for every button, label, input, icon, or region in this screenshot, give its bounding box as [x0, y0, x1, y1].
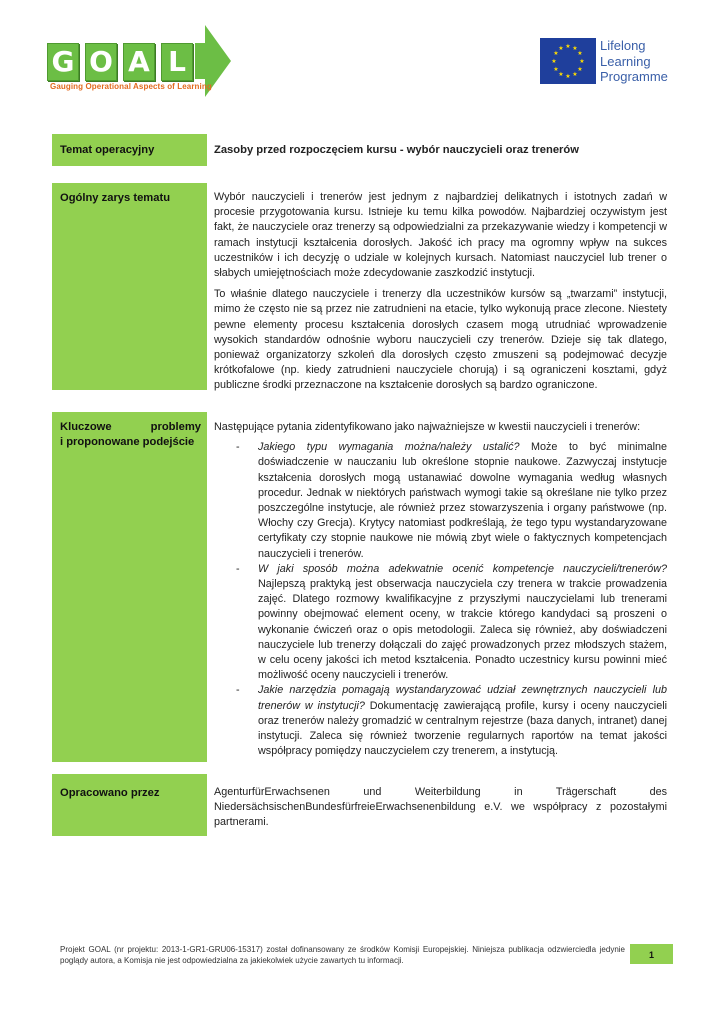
outline-paragraph-2: To właśnie dlatego nauczyciele i trenerzy dla uczestników kursów są „twarzami” instytucji, mimo że często nie są przez nie zatrudnieni na etacie, tylko wykonują prace zlecone. Niestety pewne elementy procesu kształcenia dorosłych czasem mogą utrudniać wprowadzenie wysokich standardów odnośnie wyboru nauczycieli czy trenerów. Dzieje się tak dlatego, ponieważ organizatorzy szkoleń dla dorosłych często zmuszeni są podejmować decyzje krótkofalowe (np. kiedy zatrudnieni nauczyciele chorują) i są ograniczeni kosztami, gdyż publiczne środki przeznaczone na kształcenie dorosłych są bardzo ograniczone.	[214, 288, 667, 392]
svg-text:★: ★	[558, 45, 564, 52]
svg-text:★: ★	[558, 71, 564, 78]
answer-text: Dokumentację zawierającą profile, kursy i oceny nauczycieli oraz trenerów należy gromadzić w centralnym rejestrze (baza danych, intranet) danej instytucji. Zaleca się również tworzenie regularnych raportów na temat jakości współpracy pomiędzy nauczycielem czy trenerem, a instytucją.	[258, 699, 667, 758]
llp-title	[600, 38, 668, 85]
goal-letter-o: O	[85, 43, 117, 81]
page-number: 1	[630, 944, 673, 964]
prepared-label: Opracowano przez	[60, 787, 160, 799]
goal-logo	[45, 25, 230, 97]
prepared-value: AgenturfürErwachsenen und Weiterbildung in Trägerschaft des NiedersächsischenBundesfürfreieErwachsenenbildung e.V. we współpracy z pozostałymi partnerami.	[214, 786, 670, 829]
svg-text:★: ★	[565, 73, 571, 80]
list-item	[214, 562, 667, 684]
topic-label-cell	[52, 134, 207, 166]
goal-letter-a: A	[123, 43, 155, 81]
svg-text:★: ★	[572, 71, 578, 78]
answer-text: Może to być minimalne doświadczenie w nauczaniu lub określone stopnie naukowe. Zazwyczaj instytucje kształcenia dorosłych mogą ustanawiać dowolne wymagania według własnych procedur. Jednak w niektórych państwach wymogi takie są określane nie tylko przez poszczególne instytucje, ale również przez stowarzyszenia i organy państwowe (np. Włochy czy Grecja). Krytycy natomiast podkreślają, że tego typu wystandaryzowane certyfikaty czy stopnie naukowe nie mówią zbyt wiele o faktycznych kompetencjach nauczycieli i trenerów.	[258, 441, 667, 560]
llp-line: Learning	[600, 53, 651, 69]
svg-text:★: ★	[553, 66, 559, 73]
footer-disclaimer: Projekt GOAL (nr projektu: 2013-1-GR1-GRU06-15317) został dofinansowany ze środków Komisji Europejskiej. Niniejsza publikacja odzwierciedla jedynie poglądy autora, a Komisja nie jest odpowiedzialna za jakiekolwiek użycie zawartych tu informacji.	[60, 945, 625, 965]
outline-content	[214, 190, 667, 400]
llp-line: Programme	[600, 69, 668, 84]
goal-letter-g: G	[47, 43, 79, 81]
svg-text:★: ★	[572, 45, 578, 52]
question-text: W jaki sposób można adekwatnie ocenić kompetencje nauczycieli/trenerów?	[258, 562, 667, 575]
outline-paragraph-1: Wybór nauczycieli i trenerów jest jednym z najbardziej delikatnych i istotnych zadań w procesie przygotowania kursu. Istnieje ku temu kilka powodów. Najbardziej oczywistym jest fakt, że nauczyciele oraz trenerzy są odpowiedzialni za przekazywanie wiedzy i kompetencji w ramach instytucji kształcenia dorosłych. Jakość ich pracy ma ogromny wpływ na sukces uczestników i ich decyzję o udziale w kolejnych kursach. Natomiast nauczyciel lub trener o słabych umiejętnościach może zdecydowanie zaszkodzić instytucji.	[214, 191, 667, 280]
eu-flag-icon	[540, 38, 596, 84]
question-text: Jakie narzędzia pomagają wystandaryzować udział zewnętrznych nauczycieli lub trenerów w instytucji?	[258, 684, 667, 712]
topic-value: Zasoby przed rozpoczęciem kursu - wybór nauczycieli oraz trenerów	[214, 144, 579, 156]
outline-label: Ogólny zarys tematu	[60, 192, 171, 204]
svg-text:★: ★	[565, 43, 571, 50]
prepared-label-cell	[52, 774, 207, 836]
svg-text:★: ★	[577, 66, 583, 73]
answer-text: Najlepszą praktyką jest obserwacja nauczyciela czy trenera w trakcie prowadzenia zajęć. Dlatego rozmowy kwalifikacyjne z przyszłymi nauczycielami lub trenerami powinny obejmować element oceny, w trakcie którego kandydaci są proszeni o wykonanie ćwiczeń oraz o opis metodologii. Zaleca się również, aby doświadczeni nauczyciele lub trenerzy dołączali do zajęć prowadzonych przez młodszych stażem, w celu oceny jakości ich metod kształcenia. Ponadto uczestnicy kursu powinni mieć możliwość oceny nauczycieli i trenerów.	[258, 578, 667, 682]
question-text: Jakiego typu wymagania można/należy ustalić?	[258, 441, 520, 454]
issues-label-line2: i proponowane podejście	[60, 436, 195, 448]
outline-label-cell	[52, 183, 207, 390]
issues-intro: Następujące pytania zidentyfikowano jako najważniejsze w kwestii nauczycieli i trenerów:	[214, 421, 641, 433]
list-item	[214, 440, 667, 562]
bullet-dash: -	[236, 441, 240, 454]
goal-tagline: Gauging Operational Aspects of Learning	[50, 82, 212, 91]
issues-label	[60, 420, 201, 450]
issues-label-cell	[52, 412, 207, 762]
llp-logo	[540, 38, 680, 88]
goal-letter-l: L	[161, 43, 193, 81]
topic-label: Temat operacyjny	[60, 144, 155, 156]
llp-line: Lifelong	[600, 38, 646, 53]
bullet-dash: -	[236, 684, 240, 697]
issues-label-line1: Kluczowe problemy	[60, 421, 201, 433]
issues-content	[214, 420, 667, 759]
bullet-dash: -	[236, 562, 240, 575]
svg-text:★: ★	[551, 58, 557, 65]
svg-text:★: ★	[577, 50, 583, 57]
svg-text:★: ★	[553, 50, 559, 57]
svg-text:★: ★	[579, 58, 585, 65]
list-item	[214, 683, 667, 759]
